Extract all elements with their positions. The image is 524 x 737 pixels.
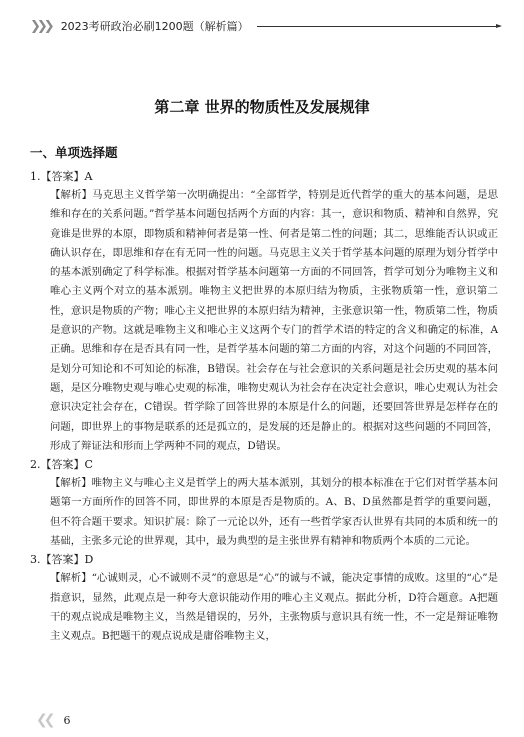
explanation-text: 【解析】马克思主义哲学第一次明确提出：“全部哲学，特别是近代哲学的重大的基本问题，是思维和存在的关系问题。”哲学基本问题包括两个方面的内容：其一，意识和物质、精神和自然界，究竟谁是世界的本原，即物质和精神何者是第一性、何者是第二性的问题；其二，思维能否认识或正确认识存在，即思维和存在有无同一性的问题。马克思主义关于哲学基本问题的原理为划分哲学中的基本派别确定了科学标准。根据对哲学基本问题第一方面的不同回答，哲学可划分为唯物主义和唯心主义两个对立的基本派别。唯物主义把世界的本原归结为物质，主张物质第一性，意识第二性，意识是物质的产物；唯心主义把世界的本原归结为精神，主张意识第一性，物质第二性，物质是意识的产物。这就是唯物主义和唯心主义这两个专门的哲学术语的特定的含义和确定的标准，A正确。思维和存在是否具有同一性，是哲学基本问题的第二方面的内容，对这个问题的不同回答，是划分可知论和不可知论的标准，B错误。社会存在与社会意识的关系问题是社会历史观的基本问题，是区分唯物史观与唯心史观的标准，唯物史观认为社会存在决定社会意识，唯心史观认为社会意识决定社会存在，C错误。哲学除了回答世界的本原是什么的问题，还要回答世界是怎样存在的问题，即世界上的事物是联系的还是孤立的，是发展的还是静止的。根据对这些问题的不同回答，形成了辩证法和形而上学两种不同的观点，D错误。 bbox=[50, 189, 498, 452]
explanation-text: 【解析】唯物主义与唯心主义是哲学上的两大基本派别，其划分的根本标准在于它们对哲学基本问题第一方面所作的回答不同，即世界的本原是否是物质的。A、B、D虽然都是哲学的重要问题，但不符合题干要求。知识扩展：除了一元论以外，还有一些哲学家否认世界有共同的本质和统一的基础，主张多元论的世界观，其中，最为典型的是主张世界有精神和物质两个本质的二元论。 bbox=[50, 477, 498, 548]
page-footer bbox=[36, 712, 70, 728]
answer-line: 1.【答案】A bbox=[30, 170, 93, 183]
running-header bbox=[30, 16, 500, 36]
question-item bbox=[30, 168, 498, 456]
page-number: 6 bbox=[63, 713, 71, 727]
header-rule bbox=[257, 26, 500, 27]
header-chevron-icon: ❯❯❯ bbox=[30, 18, 51, 34]
answer-line: 3.【答案】D bbox=[30, 553, 94, 567]
chapter-title: 第二章 世界的物质性及发展规律 bbox=[154, 98, 370, 116]
answer-line: 2.【答案】C bbox=[30, 458, 93, 472]
section-title: 一、单项选择题 bbox=[30, 145, 118, 160]
explanation-text: 【解析】“心诚则灵，心不诚则不灵”的意思是“心”的诚与不诚，能决定事情的成败。这里的“心”是指意识，显然，此观点是一种夸大意识能动作用的唯心主义观点。据此分析，D符合题意。A把题干的观点说成是唯物主义，当然是错误的，另外，主张物质与意识具有统一性，不一定是辩证唯物主义观点。B把题干的观点说成是庸俗唯物主义， bbox=[50, 572, 498, 643]
header-title: 2023考研政治必刷1200题（解析篇） bbox=[60, 20, 249, 33]
question-item bbox=[30, 551, 498, 646]
answer-list bbox=[30, 168, 498, 647]
question-item bbox=[30, 456, 498, 551]
footer-chevron-icon: ❮❮ bbox=[36, 712, 52, 728]
